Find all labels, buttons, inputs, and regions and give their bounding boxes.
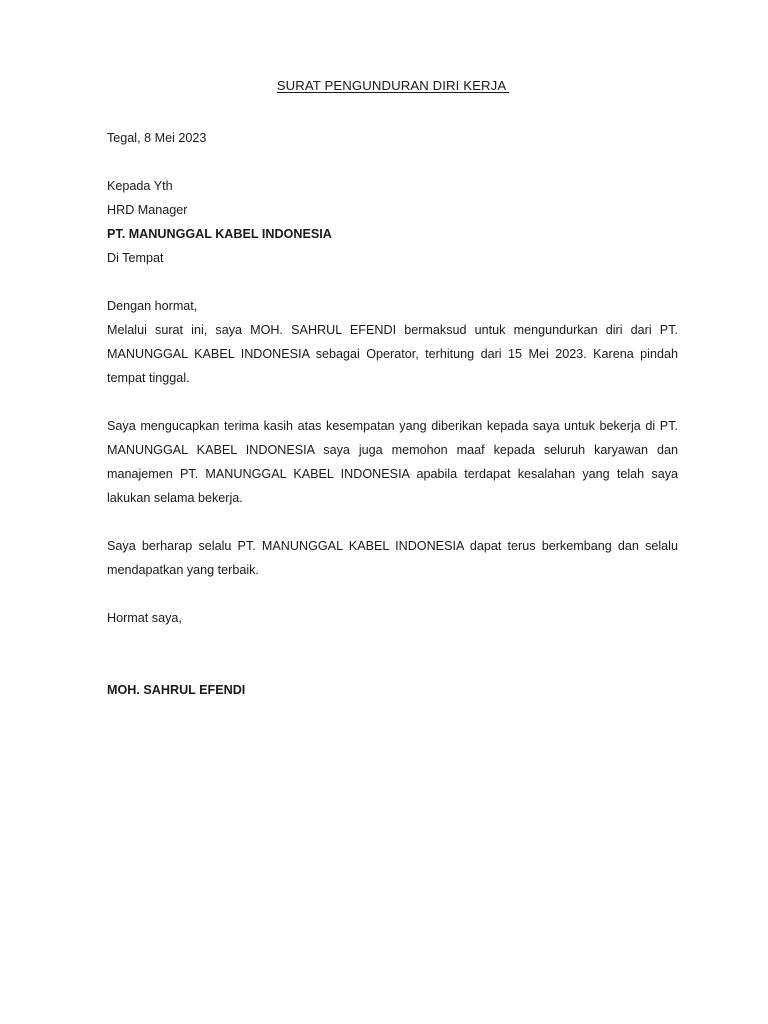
recipient-company: PT. MANUNGGAL KABEL INDONESIA [107, 227, 332, 241]
paragraph-1: Melalui surat ini, saya MOH. SAHRUL EFENDI bermaksud untuk mengundurkan diri dari PT. MANUNGGAL KABEL INDONESIA sebagai Operator, terhitung dari 15 Mei 2023. Karena pindah tempat tinggal. [107, 323, 678, 385]
recipient-place: Di Tempat [107, 251, 164, 265]
paragraph-2: Saya mengucapkan terima kasih atas kesempatan yang diberikan kepada saya untuk bekerja di PT. MANUNGGAL KABEL INDONESIA saya juga memohon maaf kepada seluruh karyawan dan manajemen PT. MANUNGGAL KABEL INDONESIA apabila terdapat kesalahan yang telah saya lakukan selama bekerja. [107, 419, 678, 505]
closing: Hormat saya, [107, 611, 182, 625]
paragraph-3: Saya berharap selalu PT. MANUNGGAL KABEL INDONESIA dapat terus berkembang dan selalu mendapatkan yang terbaik. [107, 539, 678, 577]
greeting: Dengan hormat, [107, 299, 198, 313]
letter-date: Tegal, 8 Mei 2023 [107, 131, 207, 145]
signature-name: MOH. SAHRUL EFENDI [107, 683, 246, 697]
letter-title: SURAT PENGUNDURAN DIRI KERJA [276, 78, 510, 93]
recipient-line1: Kepada Yth [107, 179, 173, 193]
recipient-line2: HRD Manager [107, 203, 188, 217]
